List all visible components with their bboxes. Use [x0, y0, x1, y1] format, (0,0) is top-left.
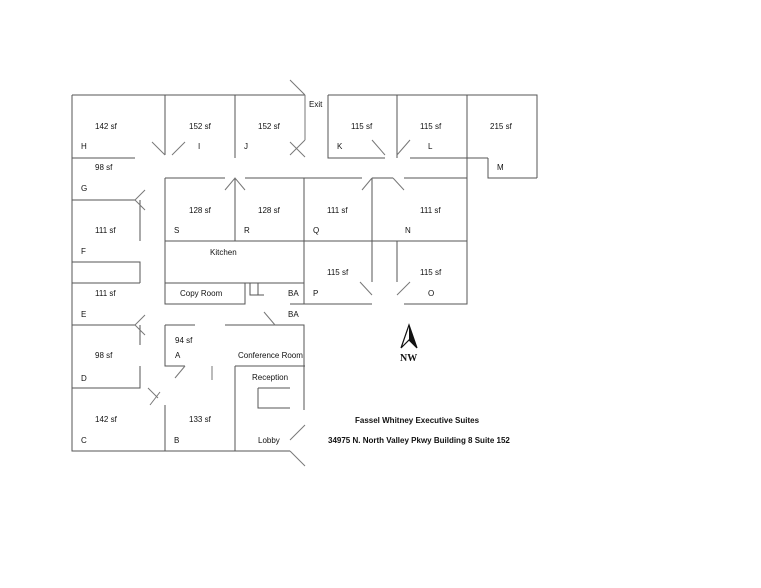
room-l-area: 115 sf: [420, 122, 442, 131]
room-k-area: 115 sf: [351, 122, 373, 131]
compass: [400, 325, 417, 364]
room-c-area: 142 sf: [95, 415, 117, 424]
room-o-letter: O: [428, 289, 435, 298]
copy-room-label: Copy Room: [180, 289, 223, 298]
room-e-letter: E: [81, 310, 87, 319]
lobby-label: Lobby: [258, 436, 280, 445]
room-b-area: 133 sf: [189, 415, 211, 424]
room-o-area: 115 sf: [420, 268, 442, 277]
compass-label: NW: [400, 353, 418, 364]
room-j-area: 152 sf: [258, 122, 280, 131]
building-name: Fassel Whitney Executive Suites: [355, 416, 480, 425]
exit-label: Exit: [309, 100, 323, 109]
walls: [72, 95, 537, 451]
kitchen-label: Kitchen: [210, 248, 237, 257]
room-n-area: 111 sf: [420, 206, 441, 215]
reception-label: Reception: [252, 373, 289, 382]
room-g-area: 98 sf: [95, 163, 113, 172]
room-h-letter: H: [81, 142, 87, 151]
building-info: [328, 416, 510, 445]
room-g-letter: G: [81, 184, 88, 193]
room-r-area: 128 sf: [258, 206, 280, 215]
room-p-area: 115 sf: [327, 268, 349, 277]
room-l-letter: L: [428, 142, 433, 151]
room-i-letter: I: [198, 142, 201, 151]
room-r-letter: R: [244, 226, 250, 235]
building-address: 34975 N. North Valley Pkwy Building 8 Suite 152: [328, 436, 510, 445]
room-labels: [81, 100, 513, 445]
room-a-area: 94 sf: [175, 336, 193, 345]
room-i-area: 152 sf: [189, 122, 211, 131]
room-b-letter: B: [174, 436, 180, 445]
room-m-area: 215 sf: [490, 122, 512, 131]
room-c-letter: C: [81, 436, 87, 445]
room-n-letter: N: [405, 226, 411, 235]
room-e-area: 111 sf: [95, 289, 116, 298]
room-a-letter: A: [175, 351, 181, 360]
room-f-area: 111 sf: [95, 226, 116, 235]
room-p-letter: P: [313, 289, 319, 298]
room-m-letter: M: [497, 163, 504, 172]
room-d-letter: D: [81, 374, 87, 383]
room-q-letter: Q: [313, 226, 320, 235]
room-s-area: 128 sf: [189, 206, 211, 215]
conference-room-label: Conference Room: [238, 351, 303, 360]
room-f-letter: F: [81, 247, 86, 256]
room-d-area: 98 sf: [95, 351, 113, 360]
bath-label-upper: BA: [288, 289, 299, 298]
room-q-area: 111 sf: [327, 206, 348, 215]
bath-label-lower: BA: [288, 310, 299, 319]
room-j-letter: J: [244, 142, 248, 151]
room-h-area: 142 sf: [95, 122, 117, 131]
room-s-letter: S: [174, 226, 180, 235]
room-k-letter: K: [337, 142, 343, 151]
